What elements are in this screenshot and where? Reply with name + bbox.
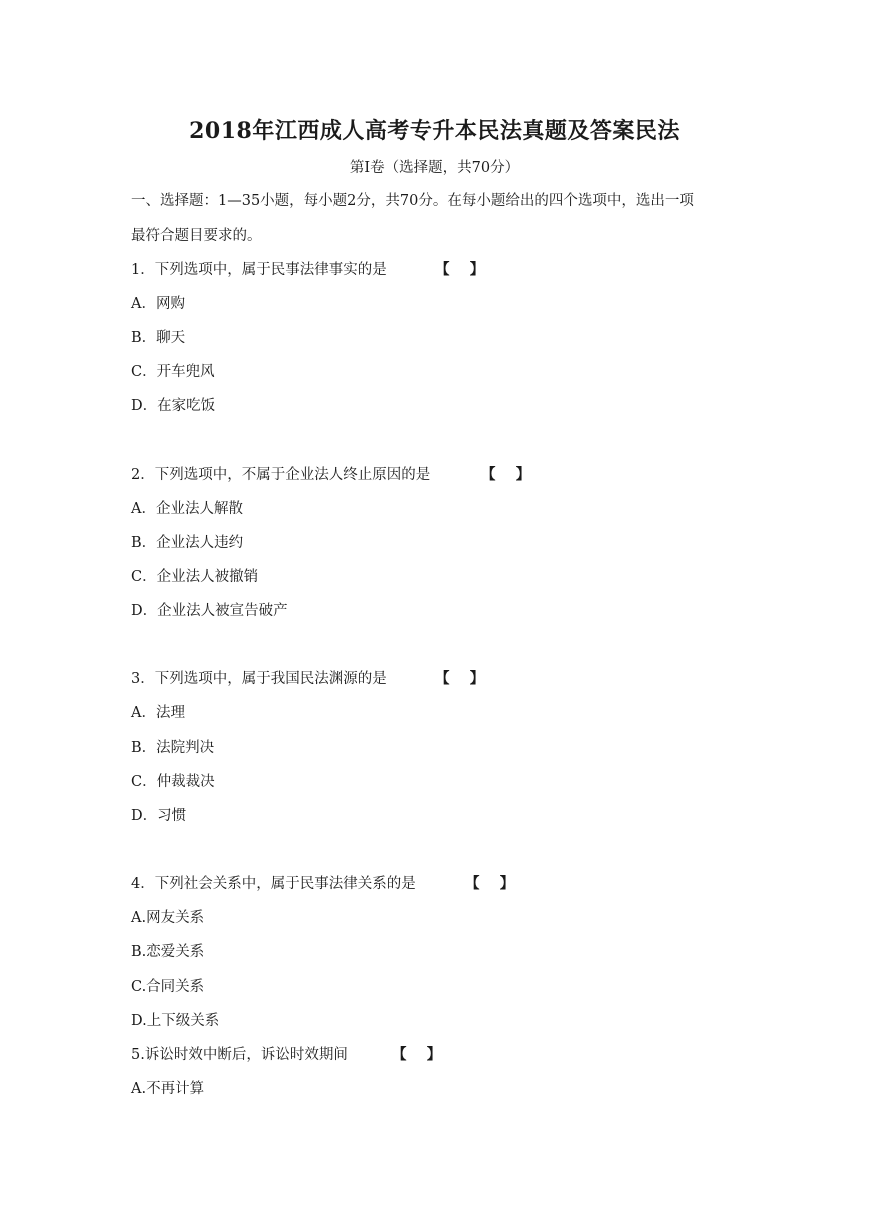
question-4-option-a: A.网友关系 <box>131 910 205 926</box>
question-2-option-d: D．企业法人被宣告破产 <box>131 603 288 619</box>
question-1-option-a: A．网购 <box>131 296 185 312</box>
question-3-stem: 3．下列选项中，属于我国民法渊源的是 <box>131 671 387 687</box>
question-5-option-a: A.不再计算 <box>131 1081 205 1097</box>
section-subtitle: 第Ⅰ卷（选择题，共70分） <box>349 160 520 176</box>
instructions-line-2: 最符合题目要求的。 <box>131 228 262 244</box>
question-3-option-d: D．习惯 <box>131 808 187 824</box>
question-3-option-c: C．仲裁裁决 <box>131 774 215 790</box>
question-4-option-c: C.合同关系 <box>131 979 205 995</box>
question-4-answer-bracket: 【 】 <box>465 875 515 892</box>
question-5-stem: 5.诉讼时效中断后，诉讼时效期间 <box>131 1047 348 1063</box>
question-1-answer-bracket: 【 】 <box>435 261 485 278</box>
question-1-option-d: D．在家吃饭 <box>131 398 216 414</box>
question-3-option-a: A．法理 <box>131 705 185 721</box>
document-title: 2018年江西成人高考专升本民法真题及答案民法 <box>189 118 680 144</box>
question-2-stem: 2．下列选项中，不属于企业法人终止原因的是 <box>131 467 431 483</box>
question-4-option-b: B.恋爱关系 <box>131 944 205 960</box>
question-2-answer-bracket: 【 】 <box>481 466 531 483</box>
question-1-option-b: B．聊天 <box>131 330 186 346</box>
question-2-option-a: A．企业法人解散 <box>131 501 243 517</box>
question-1-stem: 1．下列选项中，属于民事法律事实的是 <box>131 262 387 278</box>
question-4-stem: 4．下列社会关系中，属于民事法律关系的是 <box>131 876 416 892</box>
question-1-option-c: C．开车兜风 <box>131 364 215 380</box>
question-2-option-c: C．企业法人被撤销 <box>131 569 259 585</box>
instructions-line-1: 一、选择题：1—35小题，每小题2分，共70分。在每小题给出的四个选项中，选出一项 <box>131 193 694 209</box>
question-3-option-b: B．法院判决 <box>131 740 215 756</box>
question-3-answer-bracket: 【 】 <box>435 670 485 687</box>
question-2-option-b: B．企业法人违约 <box>131 535 244 551</box>
question-4-option-d: D.上下级关系 <box>131 1013 220 1029</box>
question-5-answer-bracket: 【 】 <box>392 1046 442 1063</box>
